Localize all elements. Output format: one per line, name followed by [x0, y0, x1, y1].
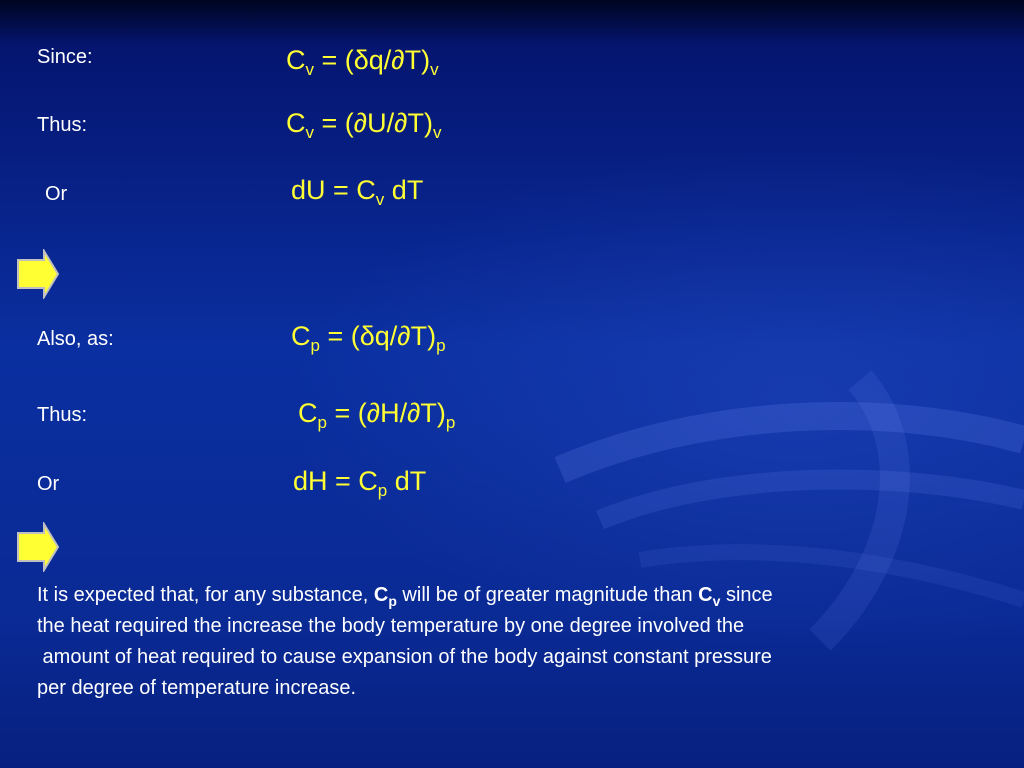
- right-arrow-icon: [16, 522, 60, 572]
- label-since: Since:: [37, 46, 93, 68]
- eq-body: dT: [387, 466, 427, 496]
- eq-symbol: C: [291, 321, 311, 351]
- eq-subscript: p: [310, 336, 320, 355]
- eq-subscript: v: [375, 190, 385, 209]
- eq-symbol: C: [286, 45, 306, 75]
- paragraph-line: amount of heat required to cause expansion of the body against constant pressure: [37, 646, 772, 668]
- paragraph-line: [37, 580, 997, 611]
- eq-body: dT: [384, 175, 424, 205]
- equation-cp-enthalpy: [298, 397, 456, 432]
- eq-symbol: C: [298, 398, 318, 428]
- equation-dh: [293, 465, 427, 500]
- eq-body: dU = C: [291, 175, 376, 205]
- paragraph-text: will be of greater magnitude than: [396, 584, 699, 606]
- right-arrow-icon: [16, 249, 60, 299]
- equation-cp-definition: [291, 320, 446, 355]
- equation-du: [291, 174, 424, 209]
- explanation-paragraph: [37, 580, 997, 704]
- eq-subscript: v: [430, 60, 439, 79]
- paragraph-line: the heat required the increase the body temperature by one degree involved the: [37, 615, 745, 637]
- eq-subscript: p: [445, 413, 456, 432]
- label-also-as: Also, as:: [37, 328, 114, 350]
- symbol-main: C: [698, 584, 713, 606]
- symbol-subscript: v: [712, 593, 721, 609]
- eq-subscript: p: [377, 481, 388, 500]
- eq-symbol: C: [286, 108, 306, 138]
- eq-body: = (∂H/∂T): [326, 398, 446, 428]
- eq-body: = (∂U/∂T): [314, 108, 433, 138]
- label-or-2: Or: [37, 473, 60, 495]
- eq-subscript: p: [436, 336, 446, 355]
- symbol-subscript: p: [388, 593, 397, 609]
- cp-symbol: [373, 584, 397, 609]
- cv-symbol: [698, 584, 721, 609]
- eq-subscript: v: [305, 60, 314, 79]
- paragraph-text: since: [720, 584, 773, 606]
- eq-body: = (δq/∂T): [319, 321, 437, 351]
- eq-subscript: p: [317, 413, 327, 432]
- paragraph-line: per degree of temperature increase.: [37, 677, 357, 699]
- label-or-1: Or: [45, 183, 68, 205]
- eq-body: = (δq/∂T): [314, 45, 431, 75]
- equation-cv-internal-energy: [286, 107, 442, 142]
- label-thus-2: Thus:: [37, 404, 88, 426]
- eq-subscript: v: [305, 123, 314, 142]
- equation-cv-definition: [286, 44, 439, 79]
- paragraph-text: It is expected that, for any substance,: [37, 584, 374, 606]
- eq-body: dH = C: [293, 466, 378, 496]
- eq-subscript: v: [432, 123, 442, 142]
- symbol-main: C: [373, 584, 389, 606]
- label-thus-1: Thus:: [37, 114, 88, 136]
